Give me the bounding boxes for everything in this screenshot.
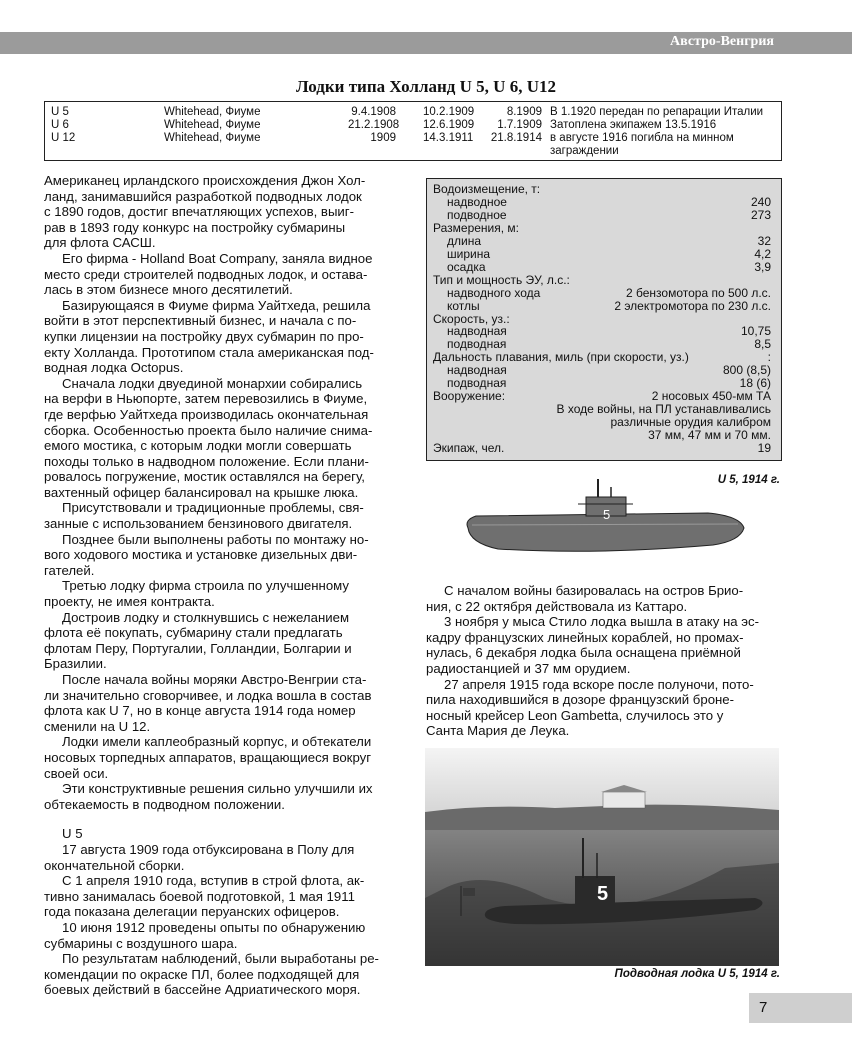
photo-scene xyxy=(425,748,779,966)
text-line: 17 августа 1909 года отбуксирована в Полу для xyxy=(62,841,355,857)
text-line: С началом войны базировалась на остров Брио- xyxy=(444,583,744,598)
page-number-box xyxy=(749,993,852,1023)
text-line: носовых торпедных аппаратов, вращающиеся вокруг xyxy=(44,749,372,765)
tech-label: Тип и мощность ЭУ, л.с.: xyxy=(433,272,570,287)
spec-builder: Whitehead, Фиуме xyxy=(164,132,261,144)
tech-label: ширина xyxy=(447,246,491,261)
text-line: окончательной сборки. xyxy=(44,857,185,873)
text-line: рав в 1893 году конкурс на постройку субмарины xyxy=(44,219,346,235)
text-line: Позднее были выполнены работы по монтажу но- xyxy=(62,531,369,547)
left-column-text xyxy=(44,173,402,998)
tech-label: осадка xyxy=(447,259,486,274)
text-line: года показана делегации перуанских офицеров. xyxy=(44,904,340,920)
tech-row xyxy=(433,248,771,261)
text-line: С 1 апреля 1910 года, вступив в строй флота, ак- xyxy=(62,873,365,889)
tech-label: Размерения, м: xyxy=(433,220,519,235)
tech-value: 2 бензомотора по 500 л.с. xyxy=(626,285,771,300)
text-line: пила находившийся в дозоре французский броне- xyxy=(426,692,735,708)
tech-row xyxy=(433,196,771,209)
spec-builder: Whitehead, Фиуме xyxy=(164,106,261,118)
tech-value: 2 носовых 450-мм ТА xyxy=(651,389,771,404)
text-line: купки лицензии на постройку двух субмарин по про- xyxy=(44,328,364,344)
spec-builder: Whitehead, Фиуме xyxy=(164,119,261,131)
text-line: где верфью Уайтхеда производилась окончательная xyxy=(44,406,369,422)
spec-launched: 12.6.1909 xyxy=(423,119,475,131)
tech-row xyxy=(433,209,771,222)
spec-name: U 5 xyxy=(51,106,69,118)
tech-label: Вооружение: xyxy=(433,389,506,404)
spec-laid: 1909 xyxy=(370,132,396,144)
text-line: Эти конструктивные решения сильно улучшили их xyxy=(62,781,373,797)
text-line: комендации по окраске ПЛ, более подходящей для xyxy=(44,966,360,982)
tech-value: 800 (8,5) xyxy=(722,363,771,378)
text-line: гателей. xyxy=(44,562,95,578)
spec-table xyxy=(44,101,782,161)
text-line: носный крейсер Leon Gambetta, случилось это у xyxy=(426,707,724,723)
spec-fate: В 1.1920 передан по репарации Италии xyxy=(550,106,764,118)
spec-launched: 10.2.1909 xyxy=(423,106,475,118)
tech-value: 273 xyxy=(750,207,771,222)
tech-label: котлы xyxy=(447,298,480,313)
text-line xyxy=(44,812,402,826)
spec-name: U 12 xyxy=(51,132,76,144)
tech-row xyxy=(433,442,771,455)
text-line: с 1890 годов, достиг впечатляющих успехов, выиг- xyxy=(44,204,354,220)
text-line: Третью лодку фирма строила по улучшенному xyxy=(62,578,349,594)
text-line: водная лодка Octopus. xyxy=(44,360,184,376)
tech-label: Скорость, уз.: xyxy=(433,311,510,326)
tech-value: 32 xyxy=(757,233,771,248)
text-line: субмарины с воздушного шара. xyxy=(44,935,238,951)
text-line: флота её покупать, субмарину стали предлагать xyxy=(44,625,343,641)
text-line: своей оси. xyxy=(44,765,109,781)
text-line: войти в этот перспективный бизнес, и начала с по- xyxy=(44,313,357,329)
tech-value: 19 xyxy=(757,441,771,455)
tech-row xyxy=(433,235,771,248)
text-line: Лодки имели каплеобразный корпус, и обтекатели xyxy=(62,734,372,750)
drawing-hull-number: 5 xyxy=(603,507,611,522)
spec-commissioned: 21.8.1914 xyxy=(490,132,542,144)
text-line: емого мостика, с которым лодки могли совершать xyxy=(44,438,352,454)
tech-value: 8,5 xyxy=(754,337,771,352)
text-line: тивно занималась боевой подготовкой, 1 мая 1911 xyxy=(44,888,355,904)
tech-specs-box xyxy=(426,178,782,461)
tech-value: 37 мм, 47 мм и 70 мм. xyxy=(648,428,771,443)
text-line: флотам Перу, Португалии, Голландии, Болгарии и xyxy=(44,640,352,656)
submarine-drawing xyxy=(458,475,748,575)
text-line: 3 ноября у мыса Стило лодка вышла в атаку на эс- xyxy=(444,614,759,630)
text-line: радиостанцией и 37 мм орудием. xyxy=(426,660,631,676)
text-line: ланд, занимавшийся разработкой подводных лодок xyxy=(44,188,362,204)
spec-laid: 21.2.1908 xyxy=(348,119,400,131)
text-line: вахтенный офицер балансировал на крышке люка. xyxy=(44,484,359,500)
text-line: место среди строителей подводных лодок, и остава- xyxy=(44,266,368,282)
drawing-caption: U 5, 1914 г. xyxy=(717,474,780,486)
tech-row xyxy=(433,261,771,274)
text-line: походы только в надводном положение. Если плани- xyxy=(44,453,369,469)
tech-label: подводное xyxy=(447,207,507,222)
text-line: Достроив лодку и столкнувшись с нежеланием xyxy=(62,609,350,625)
submarine-photo xyxy=(425,748,779,966)
page-title: Лодки типа Холланд U 5, U 6, U12 xyxy=(296,77,556,96)
text-line: 27 апреля 1915 года вскоре после полуночи, пото- xyxy=(444,676,754,692)
tech-row xyxy=(433,300,771,313)
section-header xyxy=(0,32,852,54)
tech-label: надводная xyxy=(447,363,507,378)
text-line: на верфи в Ньюпорте, затем перевозились в Фиуме, xyxy=(44,391,368,407)
text-line: ровалось погружение, мостик оставлялся на берегу, xyxy=(44,469,365,485)
text-line: сменили на U 12. xyxy=(44,718,151,734)
text-line: После начала войны моряки Австро-Венгрии ста- xyxy=(62,672,367,687)
text-line: кадру французских линейных кораблей, но промах- xyxy=(426,629,744,645)
tech-value: 3,9 xyxy=(754,259,771,274)
right-column-text xyxy=(426,583,780,739)
text-line: Сначала лодки двуединой монархии собирались xyxy=(62,375,363,391)
tech-value: : xyxy=(767,350,771,365)
text-line: занные с использованием бензинового двигателя. xyxy=(44,516,353,532)
text-line: екту Холланда. Прототипом стала американская под- xyxy=(44,344,374,360)
text-line: Базирующаяся в Фиуме фирма Уайтхеда, решила xyxy=(62,297,371,313)
spec-name: U 6 xyxy=(51,119,69,131)
photo-hull-number: 5 xyxy=(597,883,609,905)
tech-value: 4,2 xyxy=(754,246,771,261)
text-line: для флота САСШ. xyxy=(44,235,156,251)
text-line: Присутствовали и традиционные проблемы, свя- xyxy=(62,500,364,516)
tech-label: надводного хода xyxy=(447,285,541,300)
text-line: По результатам наблюдений, были выработаны ре- xyxy=(62,951,379,967)
tech-value: 10,75 xyxy=(740,324,771,339)
tech-label: подводная xyxy=(447,376,507,391)
section-title: Австро-Венгрия xyxy=(670,34,774,49)
tech-row xyxy=(433,222,771,235)
text-line: сборка. Особенностью проекта было наличие снима- xyxy=(44,422,373,438)
spec-fate-cont: заграждении xyxy=(550,145,619,157)
text-line: Санта Мария де Леука. xyxy=(426,723,570,739)
spec-commissioned: 1.7.1909 xyxy=(497,119,542,131)
spec-fate: Затоплена экипажем 13.5.1916 xyxy=(550,119,717,131)
spec-commissioned: 8.1909 xyxy=(506,106,542,118)
tech-label: Водоизмещение, т: xyxy=(433,182,541,196)
text-line: боевых действий в бассейне Адриатического моря. xyxy=(44,982,361,998)
text-line: обтекаемость в подводном положении. xyxy=(44,796,285,812)
text-line: нулась, 6 декабря лодка была оснащена приёмной xyxy=(426,645,741,661)
text-line: ли значительно сговорчивее, и лодка вошла в состав xyxy=(44,687,372,703)
tech-row xyxy=(433,274,771,287)
text-line: проекту, не имея контракта. xyxy=(44,594,215,610)
text-line: лась в этом бизнесе много десятилетий. xyxy=(44,282,293,298)
spec-laid: 9.4.1908 xyxy=(351,106,396,118)
text-line: Американец ирландского происхождения Джон Хол- xyxy=(44,173,366,188)
spec-fate: в августе 1916 погибла на минном xyxy=(550,132,734,144)
page-number: 7 xyxy=(759,999,768,1016)
text-line: 10 июня 1912 проведены опыты по обнаружению xyxy=(62,919,366,935)
tech-value: В ходе войны, на ПЛ устанавливались xyxy=(556,402,771,417)
tech-value: 2 электромотора по 230 л.с. xyxy=(614,298,771,313)
tech-value: 240 xyxy=(750,194,771,209)
text-line: ния, с 22 октября действовала из Каттаро. xyxy=(426,598,688,614)
tech-row xyxy=(433,287,771,300)
tech-label: надводное xyxy=(447,194,507,209)
text-line: Его фирма - Holland Boat Company, заняла видное xyxy=(62,250,373,266)
tech-label: подводная xyxy=(447,337,507,352)
tech-value: 18 (6) xyxy=(739,376,771,391)
tech-label: Дальность плавания, миль (при скорости, уз.) xyxy=(433,350,689,365)
text-line: U 5 xyxy=(62,826,83,842)
tech-label: Экипаж, чел. xyxy=(433,441,505,455)
text-line: Бразилии. xyxy=(44,656,107,672)
text-line: флота как U 7, но в конце августа 1914 года номер xyxy=(44,703,356,719)
text-line: вого ходового мостика и установке дизельных дви- xyxy=(44,547,358,563)
tech-value: различные орудия калибром xyxy=(610,415,771,430)
tech-label: длина xyxy=(447,233,482,248)
tech-label: надводная xyxy=(447,324,507,339)
spec-launched: 14.3.1911 xyxy=(423,132,474,144)
photo-caption: Подводная лодка U 5, 1914 г. xyxy=(614,968,780,980)
